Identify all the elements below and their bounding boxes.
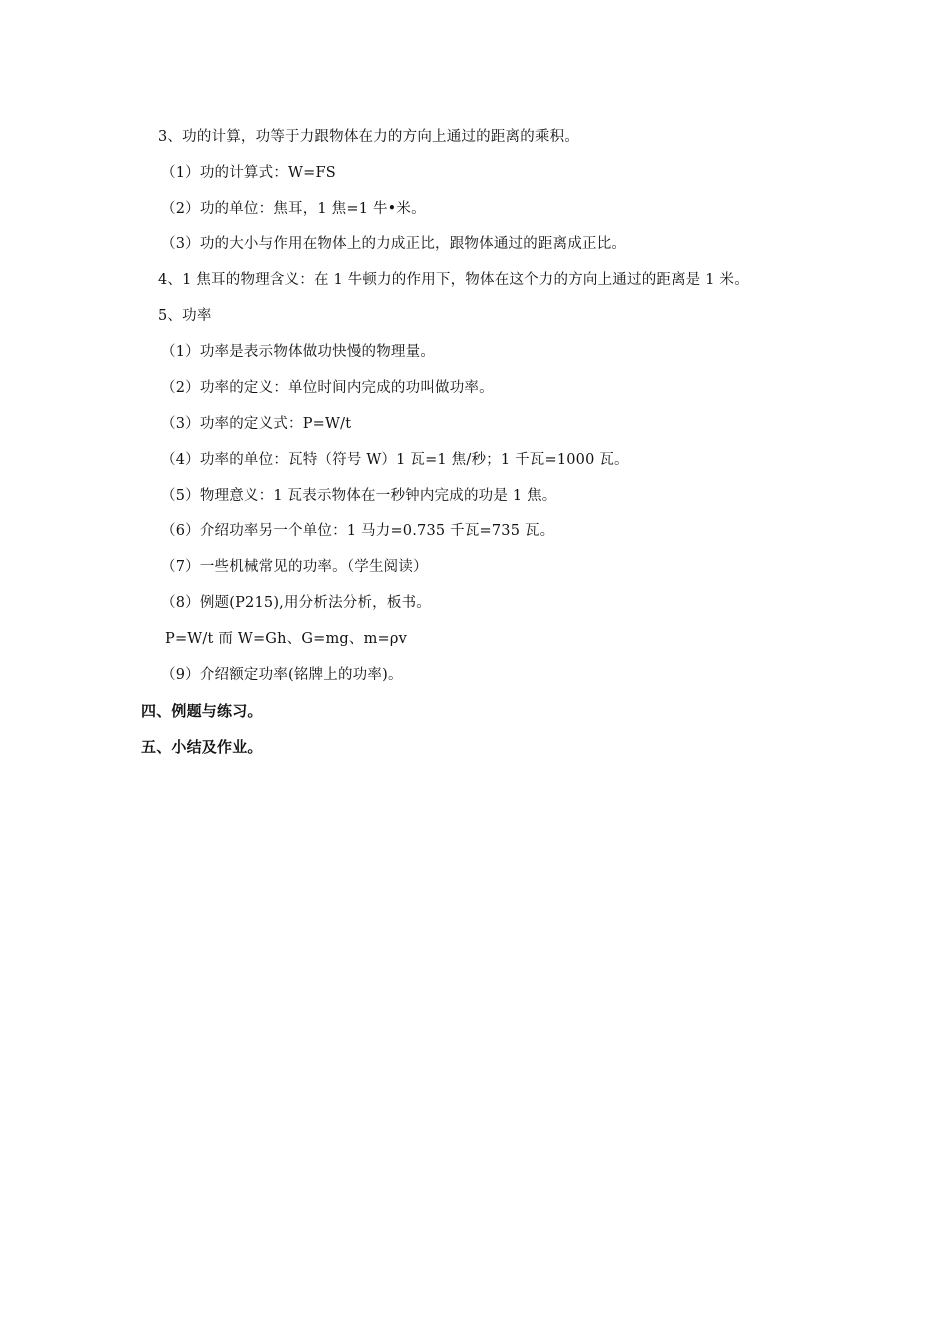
- text-line-example-formula: P=W/t 而 W=Gh、G=mg、m=ρv: [165, 631, 407, 647]
- text-line-machine-power: （7）一些机械常见的功率。（学生阅读）: [161, 559, 428, 575]
- text-line-horsepower: （6）介绍功率另一个单位：1 马力=0.735 千瓦=735 瓦。: [161, 523, 555, 539]
- text-line-joule-meaning: 4、1 焦耳的物理含义：在 1 牛顿力的作用下，物体在这个力的方向上通过的距离是 1 米。: [158, 272, 749, 288]
- text-line-work-calculation: 3、功的计算，功等于力跟物体在力的方向上通过的距离的乘积。: [158, 129, 580, 145]
- text-line-power-meaning: （1）功率是表示物体做功快慢的物理量。: [161, 344, 436, 360]
- text-line-power-unit: （4）功率的单位：瓦特（符号 W）1 瓦=1 焦/秒；1 千瓦=1000 瓦。: [161, 452, 629, 468]
- text-line-work-unit: （2）功的单位：焦耳，1 焦=1 牛•米。: [161, 201, 426, 217]
- text-line-work-proportion: （3）功的大小与作用在物体上的力成正比，跟物体通过的距离成正比。: [161, 236, 627, 252]
- text-line-power-definition: （2）功率的定义：单位时间内完成的功叫做功率。: [161, 380, 494, 396]
- section-heading-summary: 五、小结及作业。: [141, 738, 263, 756]
- text-line-work-formula: （1）功的计算式：W=FS: [161, 165, 336, 181]
- text-line-example: （8）例题(P215),用分析法分析，板书。: [161, 595, 431, 611]
- text-line-power-formula: （3）功率的定义式：P=W/t: [161, 416, 352, 432]
- text-line-power-title: 5、功率: [158, 308, 212, 324]
- text-line-rated-power: （9）介绍额定功率(铭牌上的功率)。: [161, 667, 403, 683]
- section-heading-examples: 四、例题与练习。: [141, 702, 263, 720]
- text-line-physical-meaning: （5）物理意义：1 瓦表示物体在一秒钟内完成的功是 1 焦。: [161, 488, 557, 504]
